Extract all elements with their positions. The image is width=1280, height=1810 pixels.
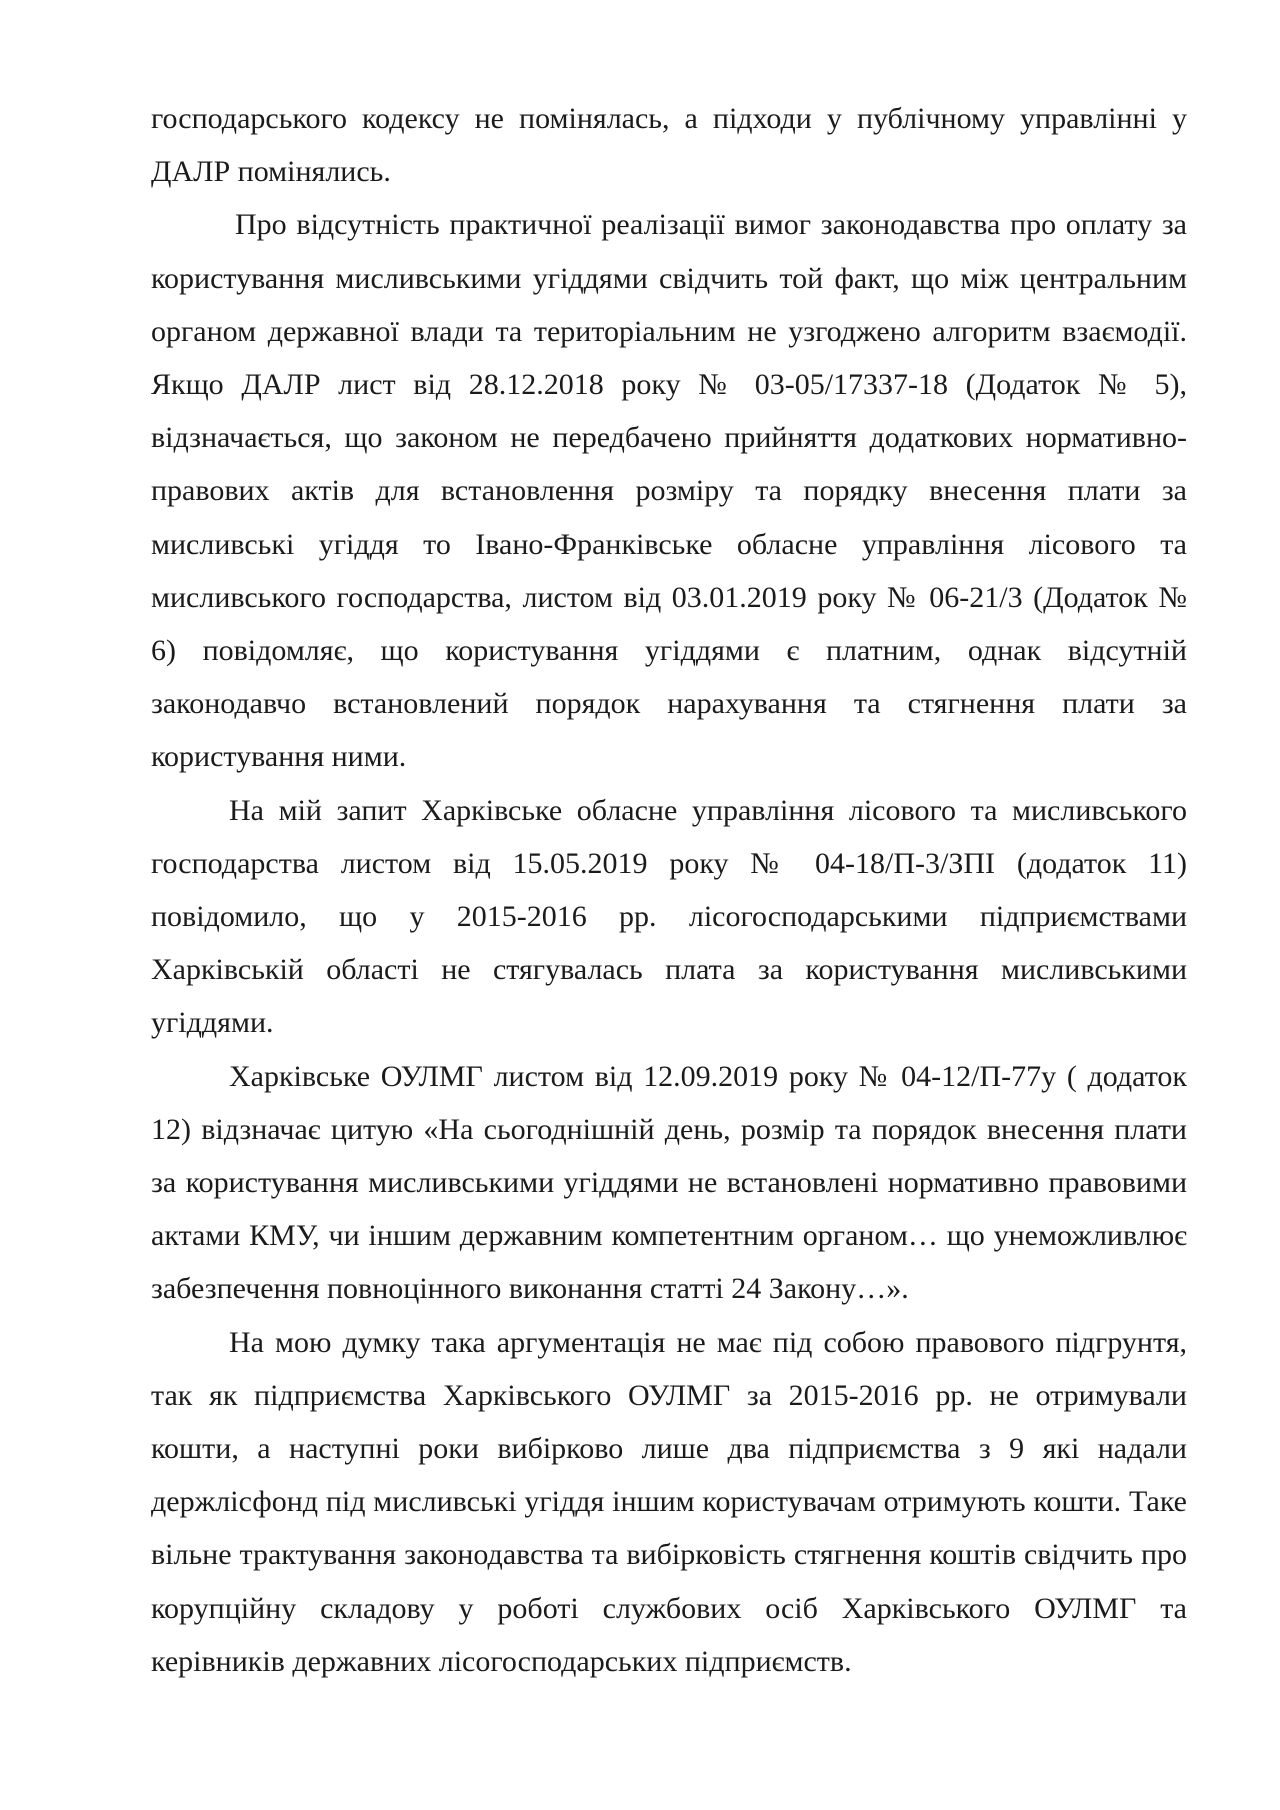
document-body — [151, 92, 1187, 1688]
paragraph-kharkiv-request: На мій запит Харківське обласне управління лісового та мисливського господарства листом від 15.05.2019 року № 04-18/П-3/ЗПІ (додаток 11) повідомило, що у 2015-2016 рр. лісогосподарськими підприємствами Харківській області не стягувалась плата за користування мисливськими угіддями. — [151, 793, 1187, 1040]
paragraph-legislation-practice: Про відсутність практичної реалізації вимог законодавства про оплату за користування мисливськими угіддями свідчить той факт, що між центральним органом державної влади та територіальним не узгоджено алгоритм взаємодії. Якщо ДАЛР лист від 28.12.2018 року № 03-05/17337-18 (Додаток № 5), відзначається, що законом не передбачено прийняття додаткових нормативно-правових актів для встановлення розміру та порядку внесення плати за мисливські угіддя то Івано-Франківське обласне управління лісового та мисливського господарства, листом від 03.01.2019 року № 06-21/3 (Додаток № 6) повідомляє, що користування угіддями є платним, однак відсутній законодавчо встановлений порядок нарахування та стягнення плати за користування ними. — [151, 208, 1187, 774]
paragraph-author-opinion: На мою думку така аргументація не має під собою правового підгрунтя, так як підприємства Харківського ОУЛМГ за 2015-2016 рр. не отримували кошти, а наступні роки вибірково лише два підприємства з 9 які надали держлісфонд під мисливські угіддя іншим користувачам отримують кошти. Таке вільне трактування законодавства та вибірковість стягнення коштів свідчить про корупційну складову у роботі службових осіб Харківського ОУЛМГ та керівників державних лісогосподарських підприємств. — [151, 1325, 1187, 1678]
paragraph-continuation: господарського кодексу не помінялась, а підходи у публічному управлінні у ДАЛР помінялись. — [151, 102, 1187, 189]
paragraph-kharkiv-quote: Харківське ОУЛМГ листом від 12.09.2019 року № 04-12/П-77у ( додаток 12) відзначає цитую «На сьогоднішній день, розмір та порядок внесення плати за користування мисливськими угіддями не встановлені нормативно правовими актами КМУ, чи іншим державним компетентним органом… що унеможливлює забезпечення повноцінного виконання статті 24 Закону…». — [151, 1059, 1187, 1306]
